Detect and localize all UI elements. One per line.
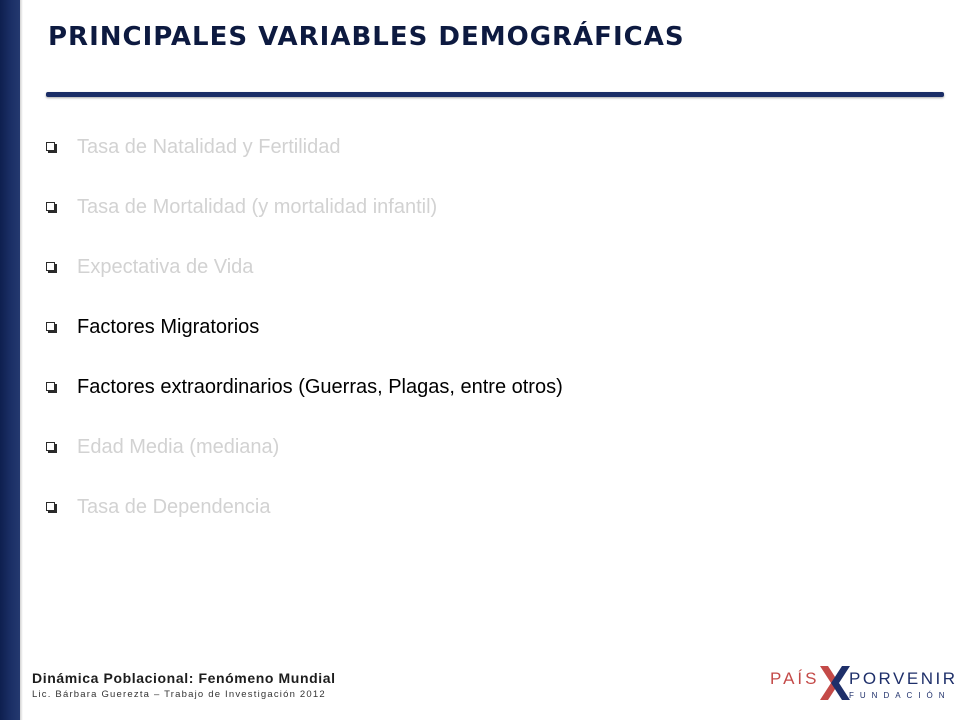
bullet-text: Factores extraordinarios (Guerras, Plagas, entre otros): [77, 376, 563, 398]
x-chevron-icon: [820, 666, 850, 700]
slide-title: PRINCIPALES VARIABLES DEMOGRÁFICAS: [48, 22, 685, 52]
bullet-text: Tasa de Dependencia: [77, 496, 271, 518]
square-bullet-icon: [46, 502, 55, 511]
title-underline: [46, 92, 944, 97]
footer-title: Dinámica Poblacional: Fenómeno Mundial: [32, 670, 336, 686]
bullet-text: Edad Media (mediana): [77, 436, 280, 458]
bullet-item: [46, 310, 563, 370]
logo-word-porvenir: PORVENIR: [849, 669, 958, 688]
square-bullet-icon: [46, 142, 55, 151]
bullet-list: [46, 130, 563, 550]
bullet-text: Tasa de Natalidad y Fertilidad: [77, 136, 341, 158]
left-accent-bar-shadow: [20, 0, 23, 720]
bullet-text: Tasa de Mortalidad (y mortalidad infantil): [77, 196, 438, 218]
square-bullet-icon: [46, 382, 55, 391]
bullet-item: [46, 370, 563, 430]
left-accent-bar: [0, 0, 20, 720]
pais-porvenir-logo: [770, 664, 958, 708]
square-bullet-icon: [46, 262, 55, 271]
bullet-item: [46, 250, 563, 310]
bullet-item: [46, 130, 563, 190]
square-bullet-icon: [46, 202, 55, 211]
logo-tagline: FUNDACIÓN: [849, 691, 951, 700]
footer-subtitle: Lic. Bárbara Guerezta – Trabajo de Investigación 2012: [32, 689, 326, 700]
bullet-item: [46, 490, 563, 550]
square-bullet-icon: [46, 322, 55, 331]
bullet-text: Expectativa de Vida: [77, 256, 254, 278]
logo-word-pais: PAÍS: [770, 669, 820, 688]
bullet-item: [46, 430, 563, 490]
bullet-item: [46, 190, 563, 250]
square-bullet-icon: [46, 442, 55, 451]
bullet-text: Factores Migratorios: [77, 316, 260, 338]
